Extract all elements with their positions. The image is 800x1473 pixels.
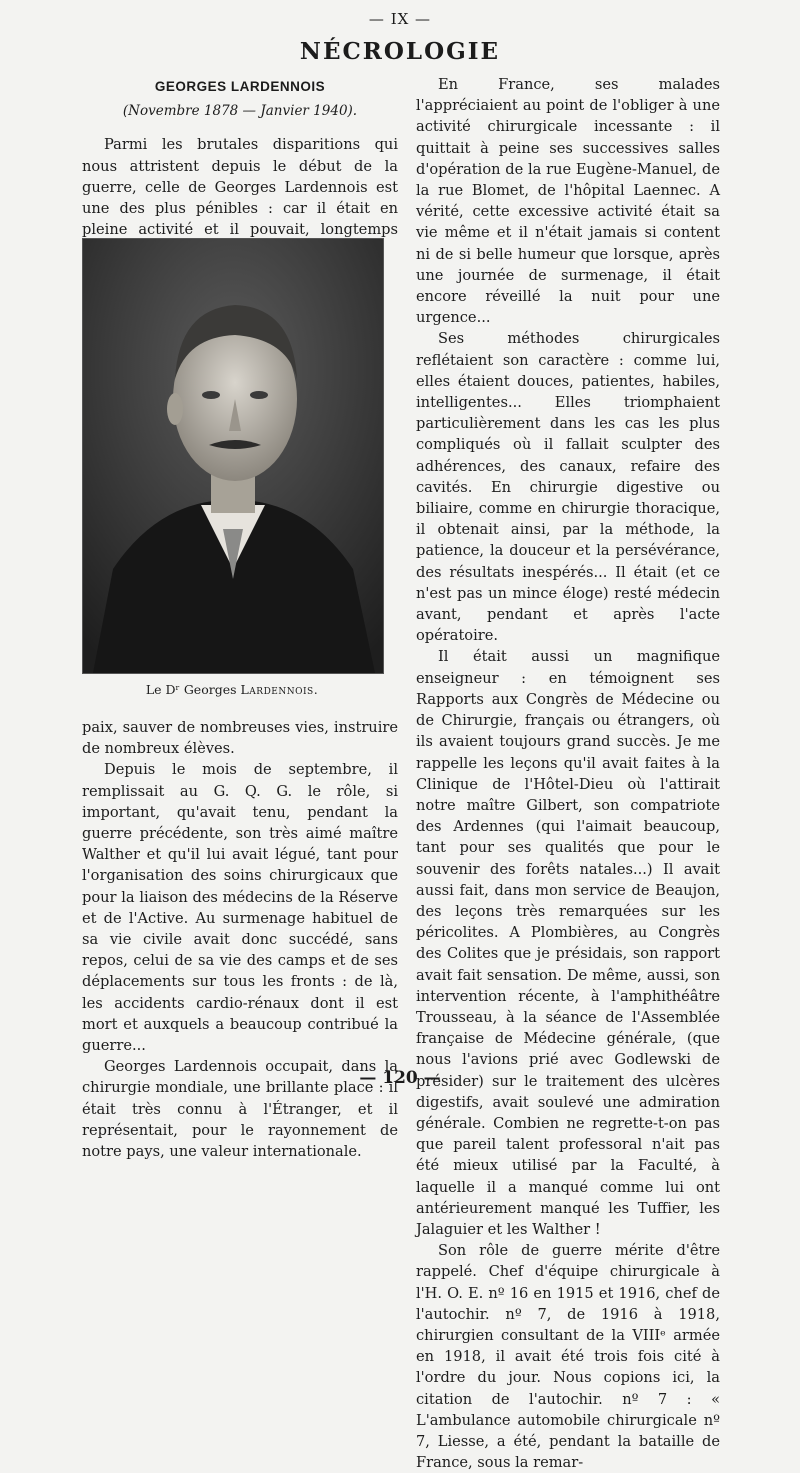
portrait-image <box>83 239 383 673</box>
paragraph: Ses méthodes chirurgicales reflétaient son caractère : comme lui, elles étaient douces, patientes, habiles, intelligentes... Elles triomphaient particulièrement dans les cas les plus compliqués où il fallait sculpter des adhérences, des canaux, refaire des cavités. En chirurgie digestive ou biliaire, comme en chirurgie thoracique, il obtenait ainsi, par la méthode, la patience, la douceur et la persévérance, des résultats inespérés... Il était (et ce n'est pas un mince éloge) resté médecin avant, pendant et après l'acte opératoire. <box>416 330 720 645</box>
portrait-photo <box>82 238 384 674</box>
left-column-top <box>82 74 398 262</box>
paragraph: Depuis le mois de septembre, il remplissait au G. Q. G. le rôle, si important, qu'avait tenu, pendant la guerre précédente, son très aimé maître Walther et qu'il lui avait légué, tant pour l'organisation des soins chirurgicaux que pour la liaison des médecins de la Réserve et de l'Active. Au surmenage habituel de sa vie civile avait donc succédé, sans repos, celui de sa vie des camps et de ses déplacements sur tous les fronts : de là, les accidents cardio-rénaux dont il est mort et auxquels a beaucoup contribué la guerre... <box>82 761 398 1055</box>
section-title: NÉCROLOGIE <box>299 38 501 65</box>
right-column <box>416 74 720 1473</box>
obituary-dates: (Novembre 1878 — Janvier 1940). <box>122 103 358 120</box>
roman-page-number: — IX — <box>368 10 432 28</box>
paragraph: Il était aussi un magnifique enseigneur : en témoignent ses Rapports aux Congrès de Médecine ou de Chirurgie, français ou étrangers, où ils avaient toujours grand succès. Je me rappelle les leçons qu'il avait faites à la Clinique de l'Hôtel-Dieu où l'attirait notre maître Gilbert, son compatriote des Ardennes (qui l'aimait beaucoup, tant pour ses qualités que pour le souvenir des forêts natales...) Il avait aussi fait, dans mon service de Beaujon, des leçons très remarquées sur les péricolites. A Plombières, au Congrès des Colites que je présidais, son rapport avait fait sensation. De même, aussi, son intervention récente, à l'amphithéâtre Trousseau, à la séance de l'Assemblée française de Médecine générale, (que nous l'avions prié avec Godlewski de présider) sur le traitement des ulcères digestifs, avait soulevé une admiration générale. Combien ne regrette-t-on pas que pareil talent professoral n'ait pas été mieux utilisé par la Faculté, à laquelle il a manqué comme lui ont antérieurement manqué les Tuffier, les Jalaguier et les Walther ! <box>416 648 720 1238</box>
photo-caption <box>82 682 382 697</box>
caption-name: Lardennois. <box>240 682 319 697</box>
obituary-name-heading: GEORGES LARDENNOIS <box>154 79 326 94</box>
paragraph: Georges Lardennois occupait, dans la chirurgie mondiale, une brillante place : il était très connu à l'Étranger, et il représentait, pour le rayonnement de notre pays, une valeur internationale. <box>82 1058 398 1161</box>
paragraph: paix, sauver de nombreuses vies, instruire de nombreux élèves. <box>82 719 398 758</box>
caption-prefix: Le Dʳ Georges <box>145 682 241 697</box>
paragraph: Parmi les brutales disparitions qui nous attristent depuis le début de la guerre, celle de Georges Lardennois est une des plus pénibles : car il était en pleine activité et il pouvait, longtemps <box>82 136 398 239</box>
paragraph: Son rôle de guerre mérite d'être rappelé. Chef d'équipe chirurgicale à l'H. O. E. nº 16 en 1915 et 1916, chef de l'autochir. nº 7, de 1916 à 1918, chirurgien consultant de la VIIIᵉ armée en 1918, il avait été trois fois cité à l'ordre du jour. Nous copions ici, la citation de l'autochir. nº 7 : « L'ambulance automobile chirurgicale nº 7, Liesse, a été, pendant la bataille de France, sous la remar- <box>416 1242 720 1472</box>
paragraph: En France, ses malades l'appréciaient au point de l'obliger à une activité chirurgicale incessante : il quittait à peine ses successives salles d'opération de la rue Eugène-Manuel, de la rue Blomet, de l'hôpital Laennec. A vérité, cette excessive activité était sa vie même et il n'était jamais si content ni de si belle humeur que lorsque, après une journée de surmenage, il était encore réveillé la nuit pour une urgence... <box>416 76 720 327</box>
left-column-bottom <box>82 717 398 1162</box>
page-number: — 120 — <box>359 1068 441 1088</box>
